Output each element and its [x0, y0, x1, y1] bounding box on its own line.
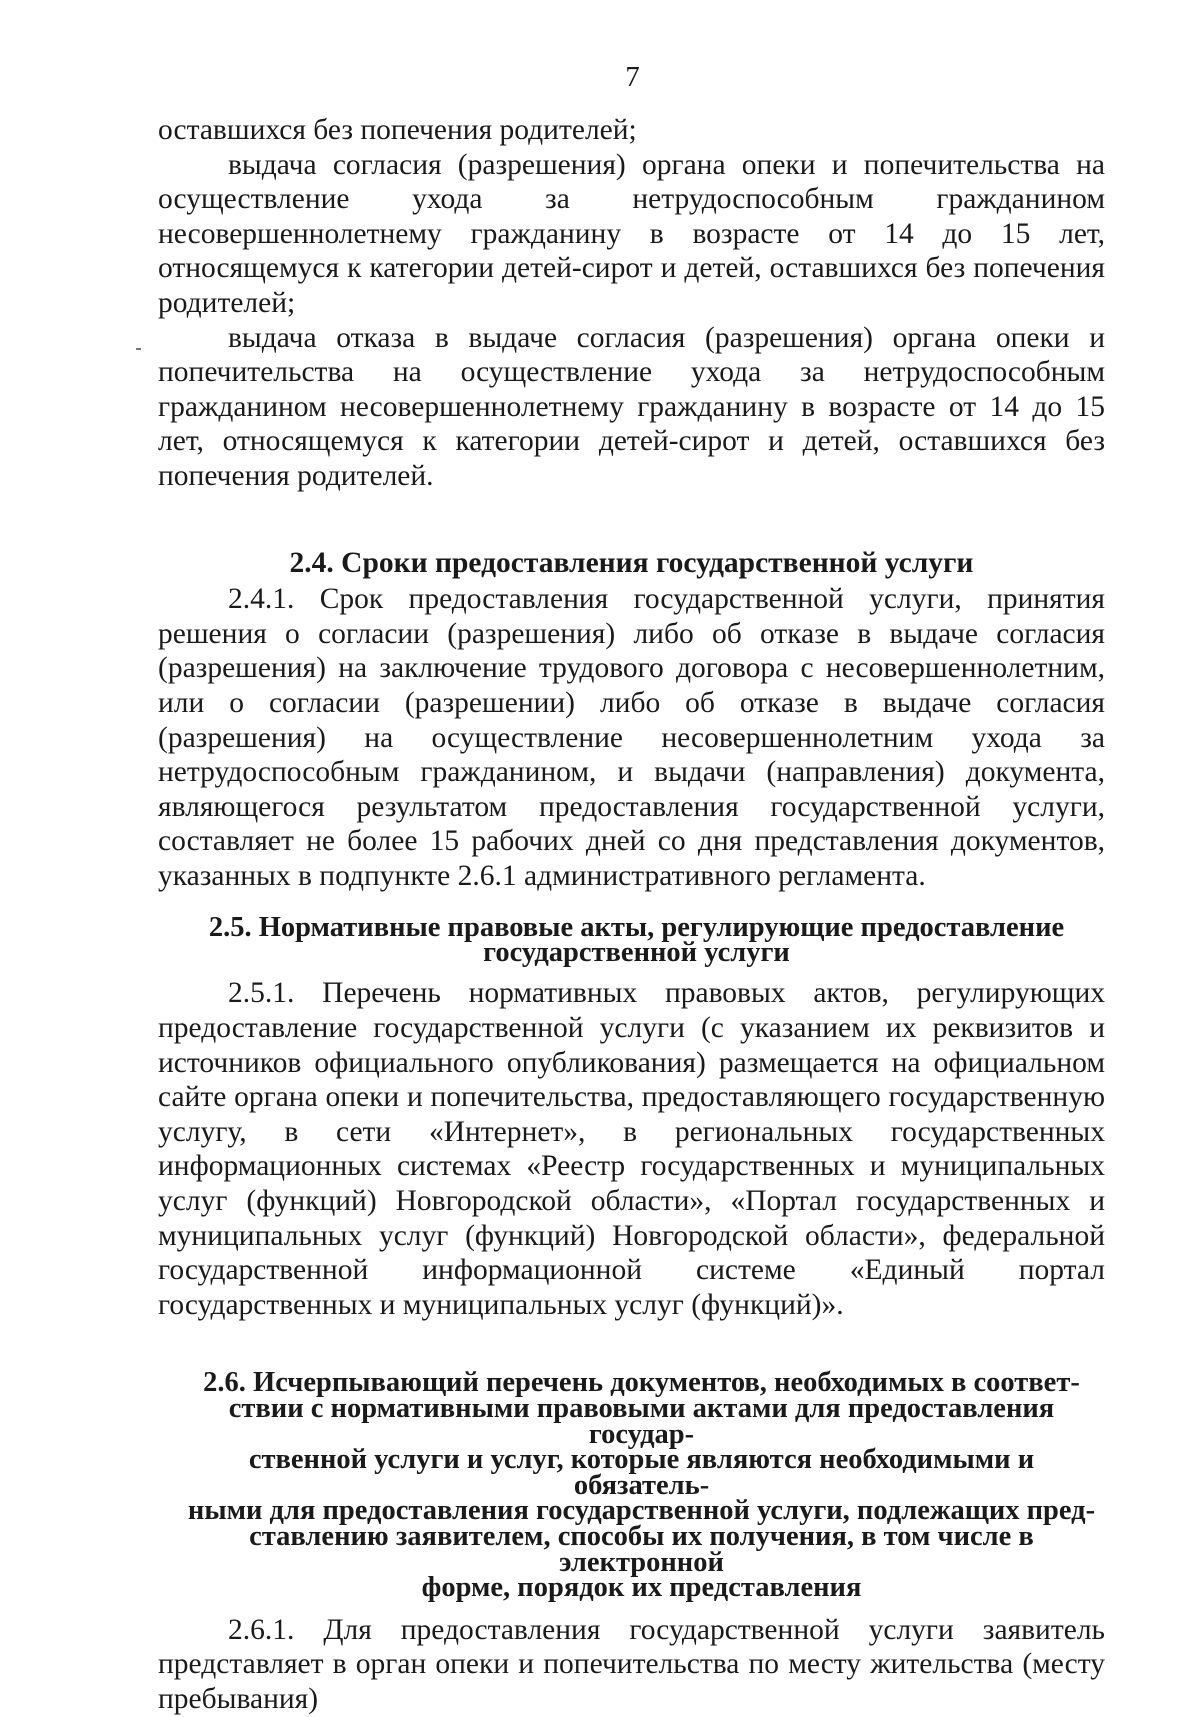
heading-line: форме, порядок их представления — [421, 1572, 862, 1604]
margin-mark — [136, 348, 141, 350]
heading-line: ставлению заявителем, способы их получения, в том числе в электронной — [249, 1520, 1034, 1578]
paragraph-2-6-1: 2.6.1. Для предоставления государственной услуги заявитель представляет в орган опеки и попечительства по месту жительства (месту пребывания) — [158, 1613, 1105, 1715]
heading-section-2-5 — [158, 912, 1105, 969]
heading-section-2-6 — [158, 1367, 1105, 1604]
heading-line: ственной услуги и услуг, которые являются необходимыми и обязатель- — [248, 1444, 1035, 1501]
paragraph-2-4-1: 2.4.1. Срок предоставления государственной услуги, принятия решения о согласии (разрешения) либо об отказе в выдаче согласия (разрешения) на заключение трудового договора с несовершеннолетним, или о согласии (разрешении) либо об отказе в выдаче согласия (разрешения) на осуществление несовершеннолетним ухода за нетрудоспособным гражданином, и выдачи (направления) документа, являющегося результатом предоставления государственной услуги, составляет не более 15 рабочих дней со дня представления документов, указанных в подпункте 2.6.1 административного регламента. — [158, 583, 1105, 892]
heading-line: 2.5. Нормативные правовые акты, регулирующие предоставление — [208, 912, 1065, 944]
heading-line: ствии с нормативными правовыми актами для предоставления государ- — [228, 1393, 1055, 1450]
paragraph-intro-3: выдача отказа в выдаче согласия (разрешения) органа опеки и попечительства на осуществление ухода за нетрудоспособным гражданином несовершеннолетнему гражданину в возрасте от 14 до 15 лет, относящемуся к категории детей-сирот и детей, оставшихся без попечения родителей. — [158, 321, 1105, 492]
heading-line: государственной услуги — [483, 937, 790, 969]
paragraph-intro-1: оставшихся без попечения родителей; — [158, 114, 637, 146]
heading-section-2-4: 2.4. Сроки предоставления государственной услуги — [289, 546, 974, 579]
heading-line: 2.6. Исчерпывающий перечень документов, необходимых в соответ- — [203, 1367, 1080, 1399]
paragraph-intro-2: выдача согласия (разрешения) органа опеки и попечительства на осуществление ухода за нетрудоспособным гражданином несовершеннолетнему гражданину в возрасте от 14 до 15 лет, относящемуся к категории детей-сирот и детей, оставшихся без попечения родителей; — [158, 148, 1105, 319]
paragraph-2-5-1: 2.5.1. Перечень нормативных правовых актов, регулирующих предоставление государственной услуги (с указанием их реквизитов и источников официального опубликования) размещается на официальном сайте органа опеки и попечительства, предоставляющего государственную услугу, в сети «Интернет», в региональных государственных информационных системах «Реестр государственных и муниципальных услуг (функций) Новгородской области», «Портал государственных и муниципальных услуг (функций) Новгородской области», федеральной государственной информационной системе «Единый портал государственных и муниципальных услуг (функций)». — [158, 977, 1105, 1321]
document-body — [158, 113, 1105, 1717]
page-number: 7 — [625, 61, 640, 93]
heading-line: ными для предоставления государственной услуги, подлежащих пред- — [187, 1495, 1096, 1527]
